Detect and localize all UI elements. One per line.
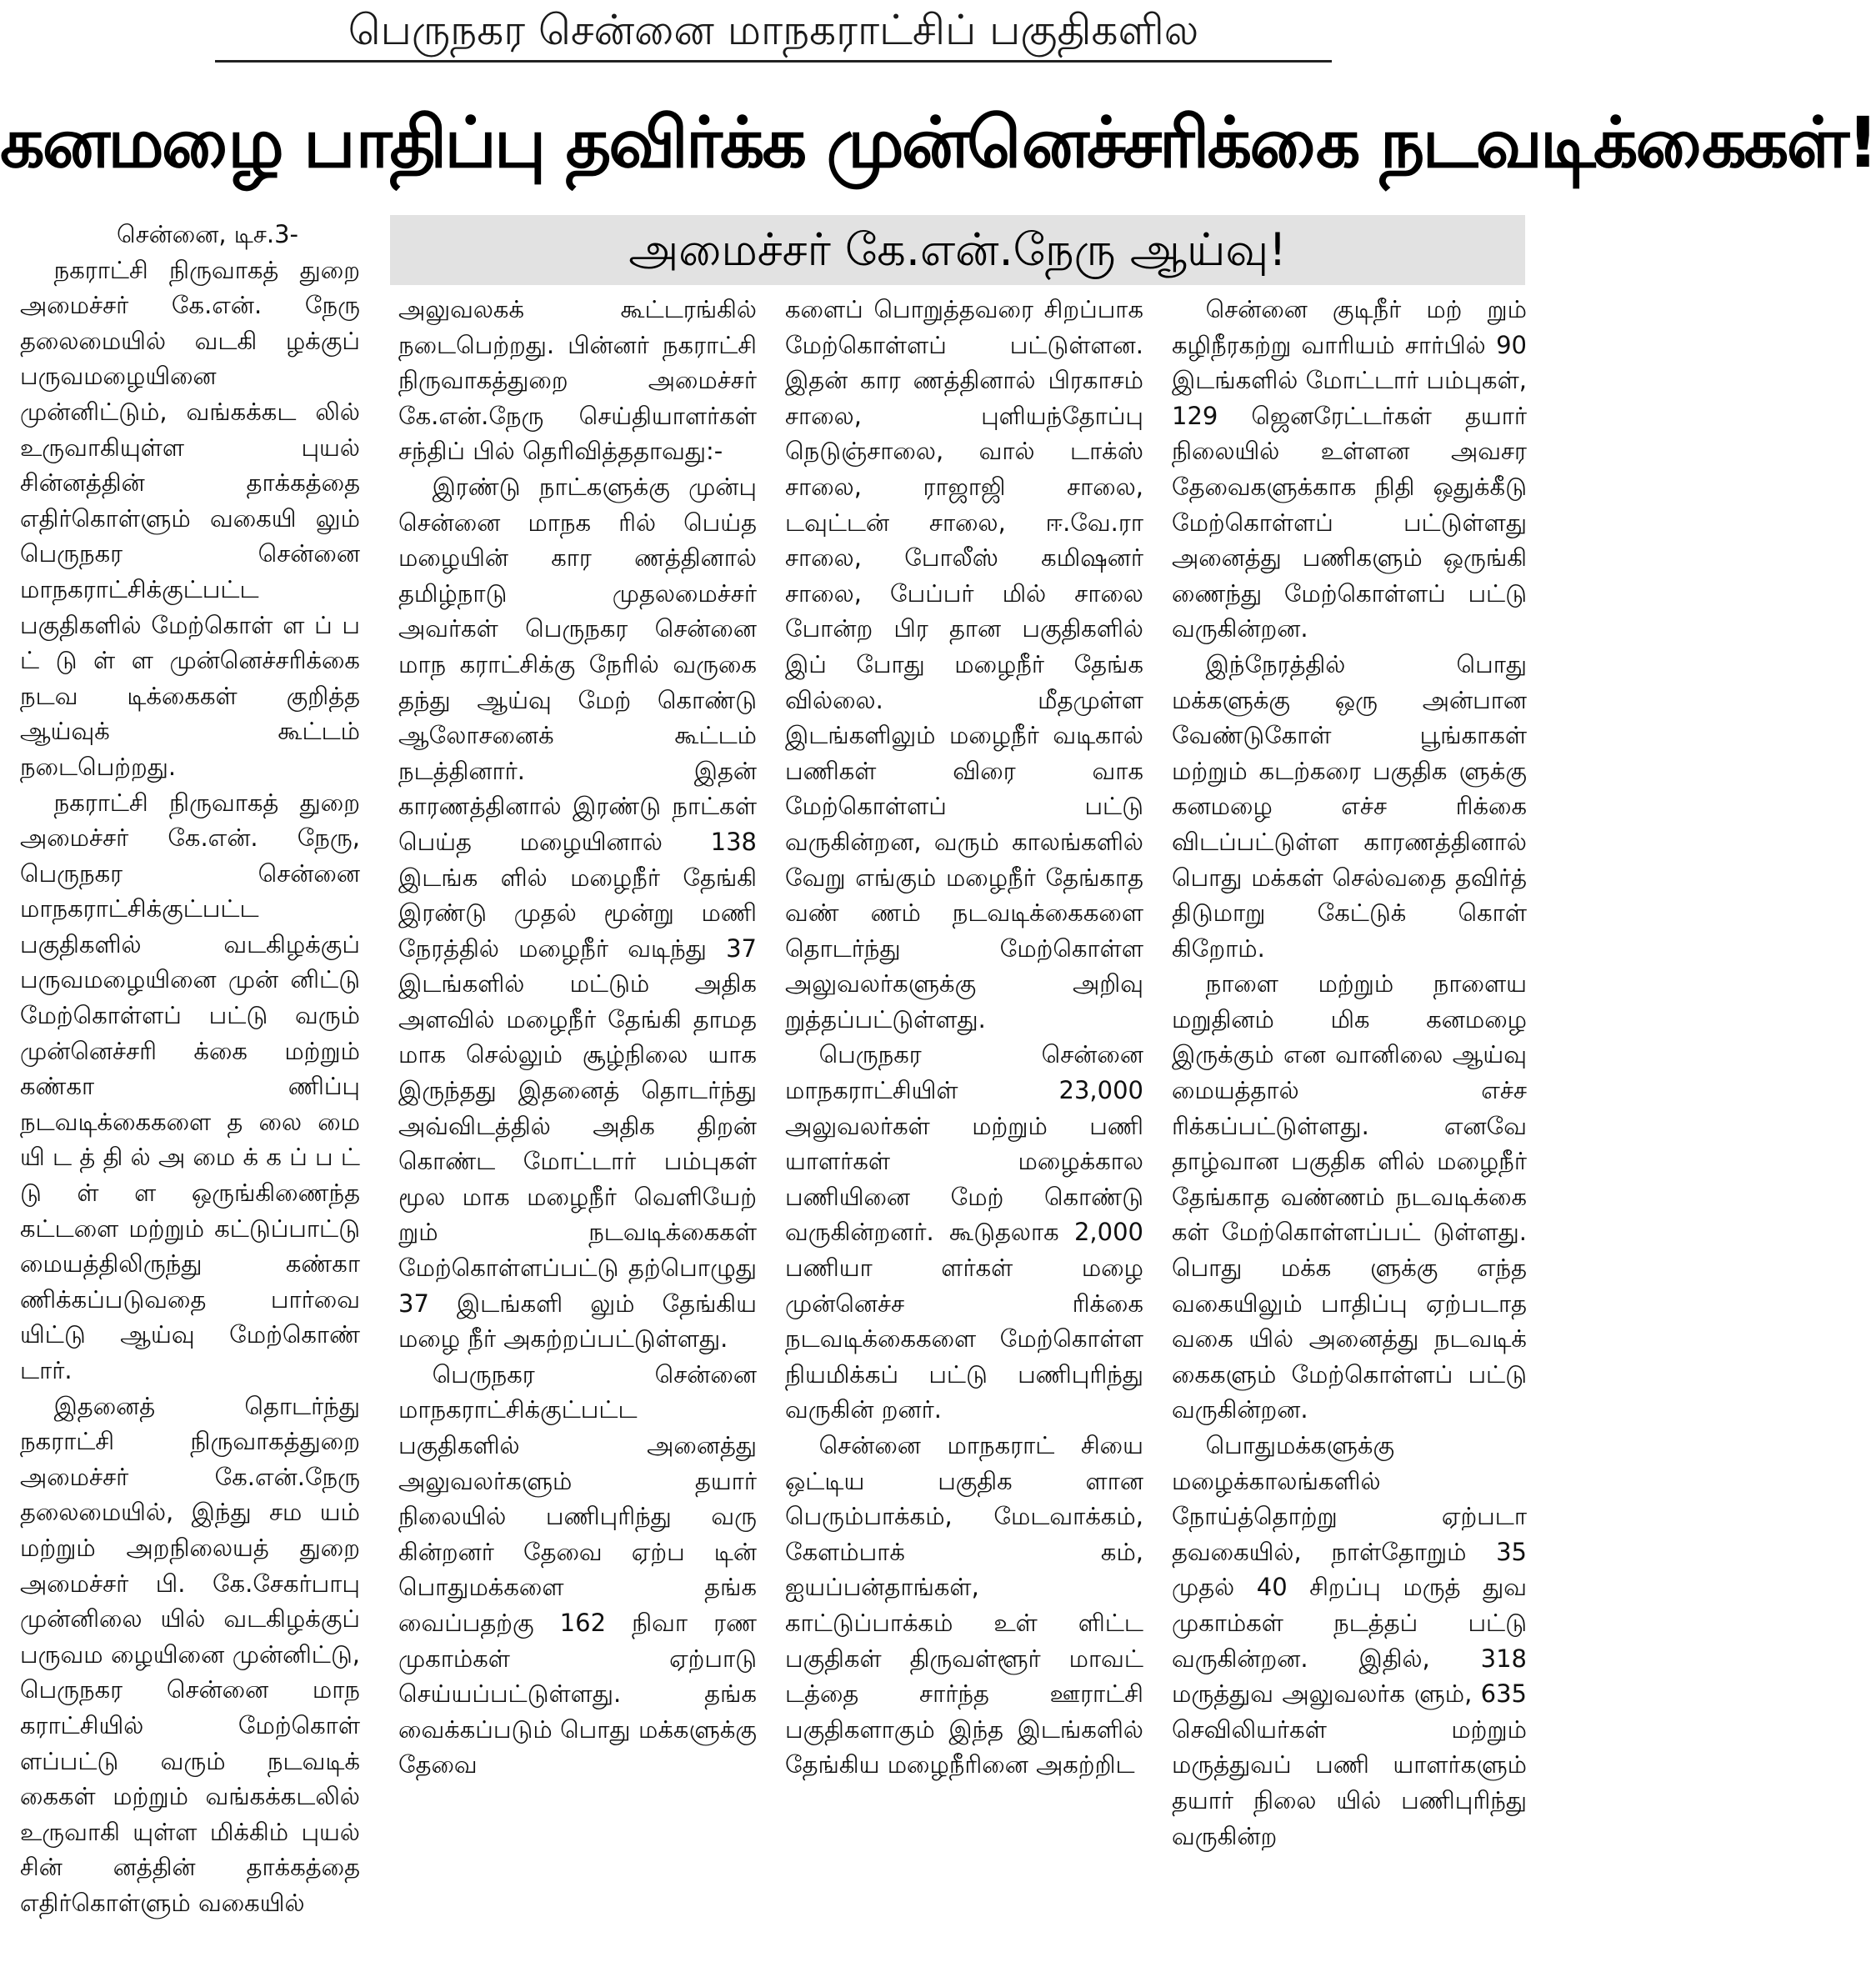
paragraph: நாளை மற்றும் நாளைய மறுதினம் மிக கனமழை இருக்கும் என வானிலை ஆய்வு மையத்தால் எச்ச ரிக்கப்பட்டுள்ளது. எனவே தாழ்வான பகுதிக ளில் மழைநீர் தேங்காத வண்ணம் நடவடிக்கை கள் மேற்கொள்ளப்பட் டுள்ளது. பொது மக்க ளுக்கு எந்த வகையிலும் பாதிப்பு ஏற்படாத வகை யில் அனைத்து நடவடிக் கைகளும் மேற்கொள்ளப் பட்டு வருகின்றன.	[1172, 969, 1527, 1424]
paragraph: இந்நேரத்தில் பொது மக்களுக்கு ஒரு அன்பான வேண்டுகோள் பூங்காகள் மற்றும் கடற்கரை பகுதிக ளுக்கு கனமழை எச்ச ரிக்கை விடப்பட்டுள்ள காரணத்தினால் பொது மக்கள் செல்வதை தவிர்த் திடுமாறு கேட்டுக் கொள் கிறோம்.	[1172, 649, 1527, 963]
kicker-heading: பெருநகர சென்னை மாநகராட்சிப் பகுதிகளில	[348, 6, 1199, 54]
paragraph: பெருநகர சென்னை மாநகராட்சியிள் 23,000 அலுவலர்கள் மற்றும் பணி யாளர்கள் மழைக்கால பணியினை மேற் கொண்டு வருகின்றனர். கூடுதலாக 2,000 பணியா ளர்கள் மழை முன்னெச்ச ரிக்கை நடவடிக்கைகளை மேற்கொள்ள நியமிக்கப் பட்டு பணிபுரிந்து வருகின் றனர்.	[785, 1040, 1143, 1424]
paragraph: பொதுமக்களுக்கு மழைக்காலங்களில் நோய்த்தொற்று ஏற்படா தவகையில், நாள்தோறும் 35 முதல் 40 சிறப்பு மருத் துவ முகாம்கள் நடத்தப் பட்டு வருகின்றன. இதில், 318 மருத்துவ அலுவலர்க ளும், 635 செவிலியர்கள் மற்றும் மருத்துவப் பணி யாளர்களும் தயார் நிலை யில் பணிபுரிந்து வருகின்ற	[1172, 1431, 1527, 1850]
paragraph: நகராட்சி நிருவாகத் துறை அமைச்சர் கே.என். நேரு, பெருநகர சென்னை மாநகராட்சிக்குட்பட்ட பகுதிகளில் வடகிழக்குப் பருவமழையினை முன் னிட்டு மேற்கொள்ளப் பட்டு வரும் முன்னெச்சரி க்கை மற்றும் கண்கா ணிப்பு நடவடிக்கைகளை த லை மை யி ட த் தி ல் அ மை க் க ப் ப ட் டு ள் ள ஒருங்கிணைந்த கட்டளை மற்றும் கட்டுப்பாட்டு மையத்திலிருந்து கண்கா ணிக்கப்படுவதை பார்வை யிட்டு ஆய்வு மேற்கொண் டார்.	[20, 788, 360, 1384]
article-column-1	[20, 217, 360, 1917]
paragraph: சென்னை மாநகராட் சியை ஒட்டிய பகுதிக ளான பெரும்பாக்கம், மேடவாக்கம், கேளம்பாக் கம், ஐயப்பன்தாங்கள், காட்டுப்பாக்கம் உள் ளிட்ட பகுதிகள் திருவள்ளூர் மாவட் டத்தை சார்ந்த ஊராட்சி பகுதிகளாகும் இந்த இடங்களில் தேங்கிய மழைநீரினை அகற்றிட	[785, 1431, 1143, 1779]
article-column-3	[785, 292, 1143, 1977]
paragraph: களைப் பொறுத்தவரை சிறப்பாக மேற்கொள்ளப் பட்டுள்ளன. இதன் கார ணத்தினால் பிரகாசம் சாலை, புளியந்தோப்பு நெடுஞ்சாலை, வால் டாக்ஸ் சாலை, ராஜாஜி சாலை, டவுட்டன் சாலை, ஈ.வே.ரா சாலை, போலீஸ் கமிஷனர் சாலை, பேப்பர் மில் சாலை போன்ற பிர தான பகுதிகளில் இப் போது மழைநீர் தேங்க வில்லை. மீதமுள்ள இடங்களிலும் மழைநீர் வடிகால் பணிகள் விரை வாக மேற்கொள்ளப் பட்டு வருகின்றன, வரும் காலங்களில் வேறு எங்கும் மழைநீர் தேங்காத வண் ணம் நடவடிக்கைகளை தொடர்ந்து மேற்கொள்ள அலுவலர்களுக்கு அறிவு றுத்தப்பட்டுள்ளது.	[785, 295, 1143, 1034]
paragraph: நகராட்சி நிருவாகத் துறை அமைச்சர் கே.என். நேரு தலைமையில் வடகி ழக்குப் பருவமழையினை முன்னிட்டும், வங்கக்கட லில் உருவாகியுள்ள புயல் சின்னத்தின் தாக்கத்தை எதிர்கொள்ளும் வகையி லும் பெருநகர சென்னை மாநகராட்சிக்குட்பட்ட பகுதிகளில் மேற்கொள் ள ப் ப ட் டு ள் ள முன்னெச்சரிக்கை நடவ டிக்கைகள் குறித்த ஆய்வுக் கூட்டம் நடைபெற்றது.	[20, 255, 360, 781]
paragraph: இரண்டு நாட்களுக்கு முன்பு சென்னை மாநக ரில் பெய்த மழையின் கார ணத்தினால் தமிழ்நாடு முதலமைச்சர் அவர்கள் பெருநகர சென்னை மாந கராட்சிக்கு நேரில் வருகை தந்து ஆய்வு மேற் கொண்டு ஆலோசனைக் கூட்டம் நடத்தினார். இதன் காரணத்தினால் இரண்டு நாட்கள் பெய்த மழையினால் 138 இடங்க ளில் மழைநீர் தேங்கி இரண்டு முதல் மூன்று மணி நேரத்தில் மழைநீர் வடிந்து 37 இடங்களில் மட்டும் அதிக அளவில் மழைநீர் தேங்கி தாமத மாக செல்லும் சூழ்நிலை யாக இருந்தது இதனைத் தொடர்ந்து அவ்விடத்தில் அதிக திறன் கொண்ட மோட்டார் பம்புகள் மூல மாக மழைநீர் வெளியேற் றும் நடவடிக்கைகள் மேற்கொள்ளப்பட்டு தற்பொழுது 37 இடங்களி லும் தேங்கிய மழை நீர் அகற்றப்பட்டுள்ளது.	[398, 472, 757, 1354]
subhead-box	[390, 215, 1525, 285]
paragraph: பெருநகர சென்னை மாநகராட்சிக்குட்பட்ட பகுதிகளில் அனைத்து அலுவலர்களும் தயார் நிலையில் பணிபுரிந்து வரு கின்றனர் தேவை ஏற்ப டின் பொதுமக்களை தங்க வைப்பதற்கு 162 நிவா ரண முகாம்கள் ஏற்பாடு செய்யப்பட்டுள்ளது. தங்க வைக்கப்படும் பொது மக்களுக்கு தேவை	[398, 1359, 757, 1779]
paragraph: சென்னை குடிநீர் மற் றும் கழிநீரகற்று வாரியம் சார்பில் 90 இடங்களில் மோட்டார் பம்புகள், 129 ஜெனரேட்டர்கள் தயார் நிலையில் உள்ளன அவசர தேவைகளுக்காக நிதி ஒதுக்கீடு மேற்கொள்ளப் பட்டுள்ளது அனைத்து பணிகளும் ஒருங்கி ணைந்து மேற்கொள்ளப் பட்டு வருகின்றன.	[1172, 295, 1527, 643]
subhead: அமைச்சர் கே.என்.நேரு ஆய்வு!	[628, 223, 1287, 276]
headline: கனமழை பாதிப்பு தவிர்க்க முன்னெச்சரிக்கை நடவடிக்கைகள்!	[0, 102, 1876, 183]
paragraph: அலுவலகக் கூட்டரங்கில் நடைபெற்றது. பின்னர் நகராட்சி நிருவாகத்துறை அமைச்சர் கே.என்.நேரு செய்தியாளர்கள் சந்திப் பில் தெரிவித்ததாவது:-	[398, 295, 757, 466]
kicker-divider	[215, 60, 1332, 63]
dateline: சென்னை, டிச.3-	[117, 220, 299, 248]
article-column-4	[1172, 292, 1527, 1977]
article-column-2	[398, 292, 757, 1977]
paragraph: இதனைத் தொடர்ந்து நகராட்சி நிருவாகத்துறை அமைச்சர் கே.என்.நேரு தலைமையில், இந்து சம யம் மற்றும் அறநிலையத் துறை அமைச்சர் பி. கே.சேகர்பாபு முன்னிலை யில் வடகிழக்குப் பருவம ழையினை முன்னிட்டு, பெருநகர சென்னை மாந கராட்சியில் மேற்கொள் ளப்பட்டு வரும் நடவடிக் கைகள் மற்றும் வங்கக்கடலில் உருவாகி யுள்ள மிக்கிம் புயல் சின் னத்தின் தாக்கத்தை எதிர்கொள்ளும் வகையில்	[20, 1391, 360, 1917]
